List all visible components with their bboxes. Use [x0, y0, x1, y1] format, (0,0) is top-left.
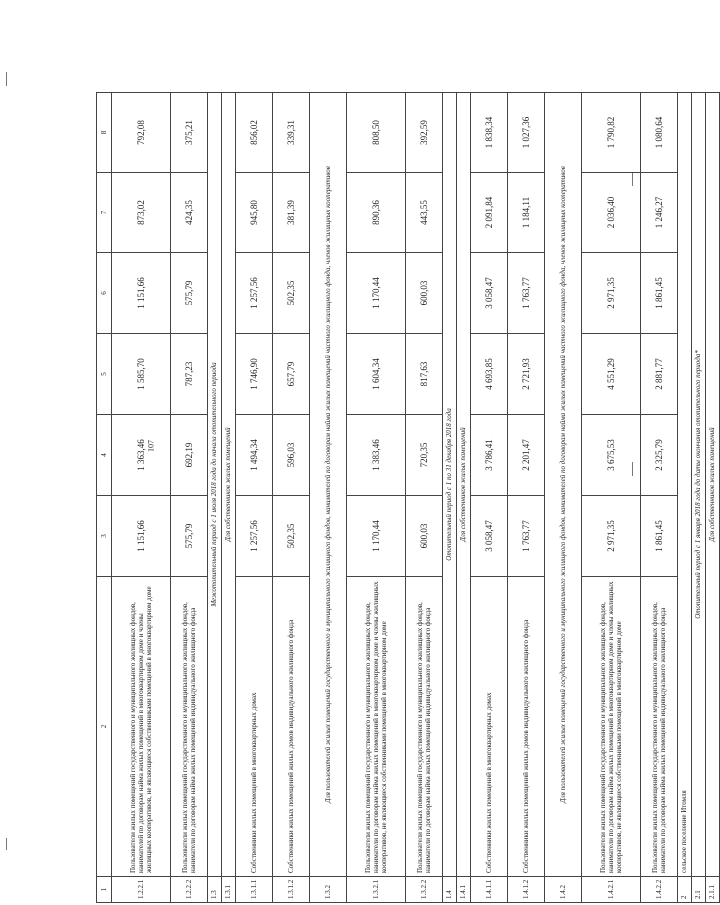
cell-value: 1 257,56 [236, 253, 273, 334]
section-row [678, 93, 692, 903]
cell-value: 2 971,35 [582, 496, 641, 577]
section-title: Для собственников жилых помещений [222, 93, 236, 877]
section-row [443, 93, 457, 903]
table-row [641, 93, 678, 903]
cell-value: 792,08 [112, 93, 171, 173]
column-header: 8 [97, 93, 112, 173]
row-code: 2 [678, 877, 692, 903]
section-title: Межотопительный период с 1 июля 2018 года до начала отопительного периода [208, 93, 222, 877]
row-code: 2.1.1 [706, 877, 720, 903]
section-title: Отопительный период с 1 января 2018 года до даты окончания отопительного периода* [692, 93, 706, 877]
row-description: Пользователи жилых помещений государственного и муниципального жилищных фондов, нанимателей по договорам найма жилых помещений в многоквартирном доме и члены жилищных кооперативов, не являющиеся собственниками помещений в многоквартирном доме [112, 577, 171, 877]
cell-value: 856,02 [236, 93, 273, 173]
cell-value: 945,80 [236, 173, 273, 253]
cell-value: 787,23 [171, 334, 208, 415]
cell-value: 575,79 [171, 253, 208, 334]
cell-value: 1 027,36 [508, 93, 545, 173]
table-row [236, 93, 273, 903]
cell-value: 890,36 [347, 173, 406, 253]
cell-value: 596,03 [273, 415, 310, 496]
cell-value: 1 363,46 [112, 415, 171, 496]
cell-value: 1 080,64 [641, 93, 678, 173]
row-code: 1.3.2.2 [406, 877, 443, 903]
cell-value: 1 746,90 [236, 334, 273, 415]
cell-value: 3 675,53 [582, 415, 641, 496]
cell-value: 1 763,77 [508, 496, 545, 577]
column-header: 7 [97, 173, 112, 253]
row-description: Собственники жилых помещений жилых домов индивидуального жилищного фонда [273, 577, 310, 877]
cell-value: 4 551,29 [582, 334, 641, 415]
cell-value: 502,35 [273, 496, 310, 577]
row-code: 1.4.2.1 [582, 877, 641, 903]
cell-value: 600,03 [406, 253, 443, 334]
cell-value: 657,79 [273, 334, 310, 415]
row-code: 1.2.2.2 [171, 877, 208, 903]
row-description: Пользователи жилых помещений государственного и муниципального жилищных фондов, наниматели по договорам найма жилых помещений в многоквартирном доме и члены жилищных кооперативов, не являющиеся собственниками помещений в многоквартирном доме [582, 577, 641, 877]
cell-value: 1 246,27 [641, 173, 678, 253]
column-header: 2 [97, 577, 112, 877]
cell-value: 3 786,41 [471, 415, 508, 496]
section-row [545, 93, 582, 903]
cell-value: 2 036,40 [582, 173, 641, 253]
cell-value: 575,79 [171, 496, 208, 577]
table-row [112, 93, 171, 903]
row-code: 1.3 [208, 877, 222, 903]
section-title: Для пользователей жилых помещений государственного и муниципального жилищного фондов, нанимателей по договорам найма жилых помещений частного жилищного фонда, членов жилищных кооперативов [310, 93, 347, 877]
table-row [406, 93, 443, 903]
cell-value: 817,63 [406, 334, 443, 415]
table-row [582, 93, 641, 903]
cell-value: 1 585,70 [112, 334, 171, 415]
column-header: 5 [97, 334, 112, 415]
page-number: 107 [146, 440, 156, 452]
cell-value: 4 693,85 [471, 334, 508, 415]
cell-value: 2 971,35 [582, 253, 641, 334]
row-code: 1.3.2.1 [347, 877, 406, 903]
rotated-table-sheet [96, 93, 717, 903]
column-header: 3 [97, 496, 112, 577]
cell-value: 375,21 [171, 93, 208, 173]
section-title: Для собственников жилых помещений [457, 93, 471, 877]
cell-value: 392,59 [406, 93, 443, 173]
cell-value: 2 091,84 [471, 173, 508, 253]
cell-value: 600,03 [406, 496, 443, 577]
cell-value: 3 058,47 [471, 253, 508, 334]
cell-value: 2 881,77 [641, 334, 678, 415]
row-code: 1.3.1.1 [236, 877, 273, 903]
cell-value: 1 170,44 [347, 496, 406, 577]
cell-value: 1 151,66 [112, 496, 171, 577]
row-code: 1.4.2 [545, 877, 582, 903]
section-row [208, 93, 222, 903]
cell-value: 1 838,34 [471, 93, 508, 173]
cell-value: 1 763,77 [508, 253, 545, 334]
section-title: Отопительный период с 1 по 31 декабря 2018 года [443, 93, 457, 877]
header-row [97, 93, 112, 903]
table-row [508, 93, 545, 903]
row-code: 1.4 [443, 877, 457, 903]
table-row [273, 93, 310, 903]
section-row [457, 93, 471, 903]
row-code: 1.4.1 [457, 877, 471, 903]
row-description: Пользователи жилых помещений государственного и муниципального жилищных фондов, наниматели по договорам найма жилых помещений в многоквартирном доме и члены жилищных кооперативов, не являющиеся собственниками помещений в многоквартирном доме [347, 577, 406, 877]
cell-value: 2 721,93 [508, 334, 545, 415]
section-row [222, 93, 236, 903]
cell-value: 1 790,82 [582, 93, 641, 173]
cell-value: 443,55 [406, 173, 443, 253]
row-description: Собственники жилых помещений в многоквартирных домах [236, 577, 273, 877]
row-description: Пользователи жилых помещений государственного и муниципального жилищных фондов, наниматели по договорам найма жилых помещений индивидуального жилищного фонда [641, 577, 678, 877]
tariff-table [96, 92, 720, 903]
section-row [706, 93, 720, 903]
cell-value: 381,39 [273, 173, 310, 253]
cell-value: 692,19 [171, 415, 208, 496]
column-header: 4 [97, 415, 112, 496]
settlement-title: сельское поселение Итомля [678, 93, 692, 877]
cell-value: 873,02 [112, 173, 171, 253]
table-row [347, 93, 406, 903]
table-row [471, 93, 508, 903]
section-title: Для пользователей жилых помещений государственного и муниципального жилищного фондов, нанимателей по договорам найма жилых помещений частного жилищного фонда, членов жилищных кооперативов [545, 93, 582, 877]
table-row [171, 93, 208, 903]
row-description: Пользователи жилых помещений государственного и муниципального жилищных фондов, наниматели по договорам найма жилых помещений индивидуального жилищного фонда [406, 577, 443, 877]
cell-value: 1 170,44 [347, 253, 406, 334]
cell-value: 808,50 [347, 93, 406, 173]
section-row [692, 93, 706, 903]
cell-value: 1 383,46 [347, 415, 406, 496]
cell-value: 720,35 [406, 415, 443, 496]
section-row [310, 93, 347, 903]
cell-value: 1 257,56 [236, 496, 273, 577]
cell-value: 1 861,45 [641, 496, 678, 577]
cell-value: 424,35 [171, 173, 208, 253]
cell-value: 1 861,45 [641, 253, 678, 334]
row-code: 2.1 [692, 877, 706, 903]
row-description: Собственники жилых помещений в многоквартирных домах [471, 577, 508, 877]
cell-value: 1 494,34 [236, 415, 273, 496]
binding-mark [6, 838, 7, 850]
row-code: 1.2.2.1 [112, 877, 171, 903]
cell-value: 1 151,66 [112, 253, 171, 334]
cell-value: 1 604,34 [347, 334, 406, 415]
column-header: 6 [97, 253, 112, 334]
section-title: Для собственников жилых помещений [706, 93, 720, 877]
row-code: 1.3.1 [222, 877, 236, 903]
cell-value: 3 058,47 [471, 496, 508, 577]
row-description: Собственники жилых помещений жилых домов индивидуального жилищного фонда [508, 577, 545, 877]
row-code: 1.4.1.2 [508, 877, 545, 903]
row-code: 1.3.2 [310, 877, 347, 903]
row-code: 1.4.1.1 [471, 877, 508, 903]
row-code: 1.3.1.2 [273, 877, 310, 903]
column-header: 1 [97, 877, 112, 903]
binding-mark [6, 72, 7, 86]
cell-value: 1 184,11 [508, 173, 545, 253]
cell-value: 339,31 [273, 93, 310, 173]
cell-value: 2 201,47 [508, 415, 545, 496]
row-code: 1.4.2.2 [641, 877, 678, 903]
row-description: Пользователи жилых помещений государственного и муниципального жилищных фондов, наниматели по договорам найма жилых помещений индивидуального жилищного фонда [171, 577, 208, 877]
cell-value: 502,35 [273, 253, 310, 334]
cell-value: 2 325,79 [641, 415, 678, 496]
